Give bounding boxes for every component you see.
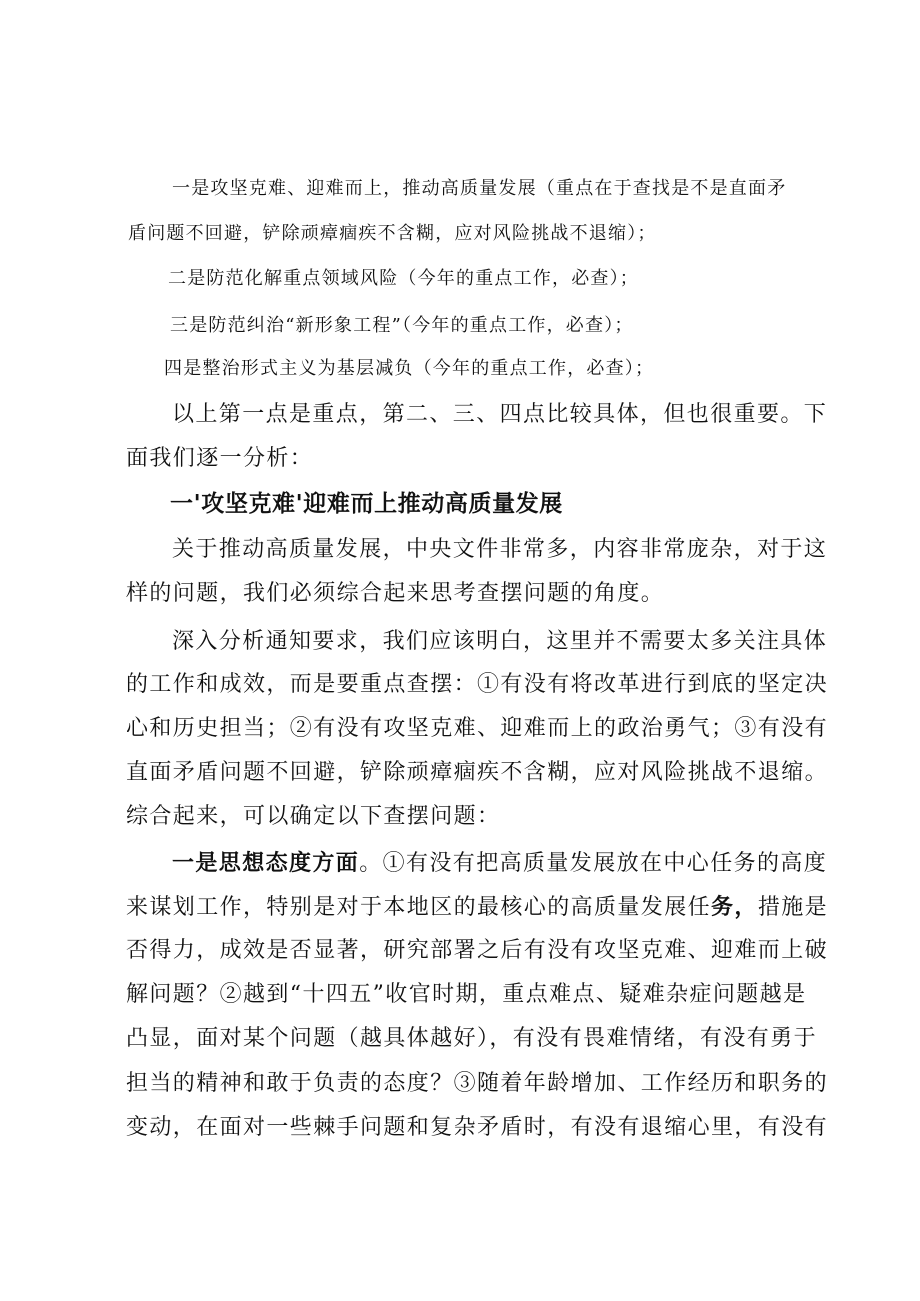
para3-line-5: 凸显，面对某个问题（越具体越好），有没有畏难情绪，有没有勇于 <box>126 1026 818 1051</box>
para2-line-5: 综合起来，可以确定以下查摆问题： <box>126 804 501 829</box>
para3-lead-bold: 一是思想态度方面 <box>172 850 360 876</box>
para3-line-1 <box>0 846 920 877</box>
para3-line-3: 否得力，成效是否显著，研究部署之后有没有攻坚克难、迎难而上破 <box>126 938 829 963</box>
para2-line-1: 深入分析通知要求，我们应该明白，这里并不需要太多关注具体 <box>172 629 828 654</box>
list-item-3: 三是防范纠治“新形象工程”（今年的重点工作，必查）； <box>170 315 634 336</box>
list-item-2: 二是防范化解重点领域风险（今年的重点工作，必查）； <box>168 268 639 289</box>
para3-line1-rest: 。①有没有把高质量发展放在中心任务的高度 <box>359 851 828 876</box>
para3-line-6: 担当的精神和敢于负责的态度？③随着年龄增加、工作经历和职务的 <box>126 1071 829 1096</box>
para2-line-4: 直面矛盾问题不回避，铲除顽瘴痼疾不含糊，应对风险挑战不退缩。 <box>126 760 829 785</box>
para1-line-2: 样的问题，我们必须综合起来思考查摆问题的角度。 <box>126 581 665 606</box>
para3-line2-b: 措施是 <box>757 895 829 920</box>
section-heading: 一'攻坚克难'迎难而上推动高质量发展 <box>170 491 563 517</box>
list-item-1-line-2: 盾问题不回避，铲除顽瘴痼疾不含糊，应对风险挑战不退缩）； <box>128 223 657 244</box>
list-item-4: 四是整治形式主义为基层减负（今年的重点工作，必查）； <box>164 358 655 379</box>
list-item-1-line-1: 一是攻坚克难、迎难而上，推动高质量发展（重点在于查找是不是直面矛 <box>172 178 787 199</box>
para1-line-1: 关于推动高质量发展，中央文件非常多，内容非常庞杂，对于这 <box>172 537 828 562</box>
intro-line-2: 面我们逐一分析： <box>126 446 314 471</box>
para3-line2-a: 来谋划工作，特别是对于本地区的最核心的高质量发展任 <box>126 895 712 920</box>
para2-line-2: 的工作和成效，而是要重点查摆：①有没有将改革进行到底的坚定决 <box>126 672 829 697</box>
para3-line2-bold: 务， <box>711 894 758 920</box>
para3-line-7: 变动，在面对一些棘手问题和复杂矛盾时，有没有退缩心里，有没有 <box>126 1115 829 1140</box>
intro-line-1: 以上第一点是重点，第二、三、四点比较具体，但也很重要。下 <box>172 402 828 427</box>
para3-line-2 <box>0 890 920 921</box>
para3-line-4: 解问题？②越到“十四五”收官时期，重点难点、疑难杂症问题越是 <box>126 982 807 1007</box>
para2-line-3: 心和历史担当；②有没有攻坚克难、迎难而上的政治勇气；③有没有 <box>126 716 829 741</box>
